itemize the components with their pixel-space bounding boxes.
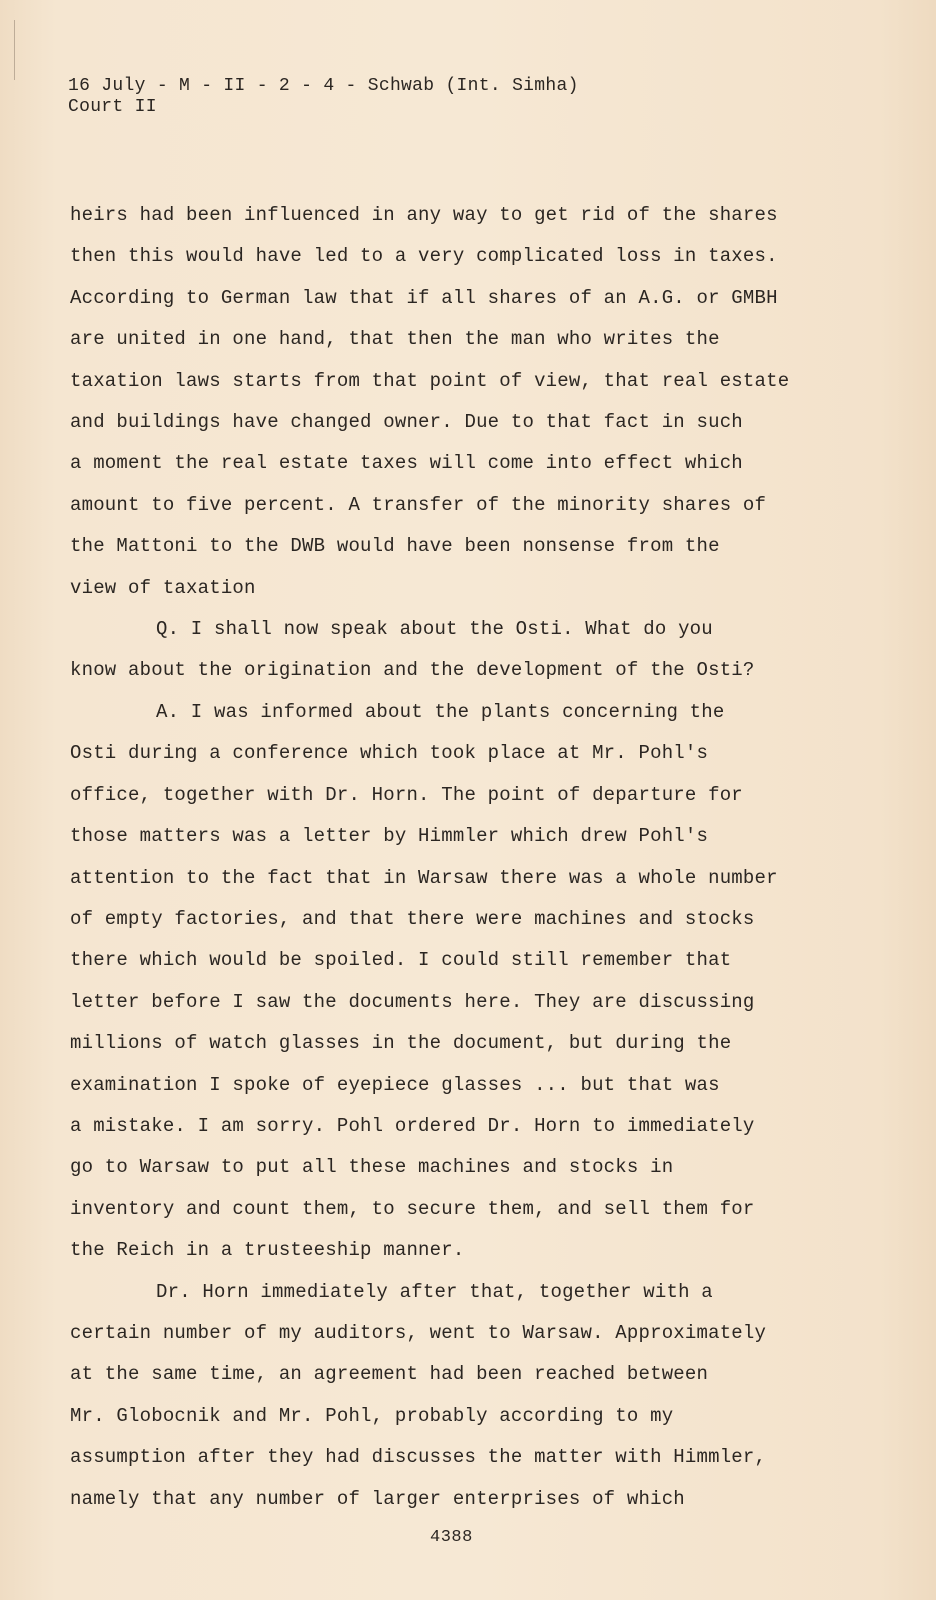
question-line: Q. I shall now speak about the Osti. What do you: [156, 618, 713, 641]
text-line: millions of watch glasses in the document, but during the: [70, 1032, 732, 1055]
text-line: certain number of my auditors, went to Warsaw. Approximately: [70, 1321, 767, 1344]
text-line: office, together with Dr. Horn. The point of departure for: [70, 783, 743, 806]
answer-line: A. I was informed about the plants concerning the: [156, 700, 725, 723]
transcript-body: [70, 195, 850, 1520]
text-line: at the same time, an agreement had been reached between: [70, 1363, 709, 1386]
text-line: attention to the fact that in Warsaw there was a whole number: [70, 866, 778, 889]
text-line: heirs had been influenced in any way to get rid of the shares: [70, 204, 778, 226]
text-line: Mr. Globocnik and Mr. Pohl, probably according to my: [70, 1404, 674, 1427]
text-line: view of taxation: [70, 576, 256, 599]
page-number: 4388: [430, 1528, 473, 1547]
text-line: a moment the real estate taxes will come into effect which: [70, 452, 743, 475]
text-line: namely that any number of larger enterprises of which: [70, 1487, 685, 1510]
text-line: know about the origination and the development of the Osti?: [70, 659, 755, 682]
text-line: the Mattoni to the DWB would have been nonsense from the: [70, 535, 720, 558]
text-line: Osti during a conference which took place at Mr. Pohl's: [70, 742, 709, 765]
text-line: taxation laws starts from that point of view, that real estate: [70, 369, 790, 392]
header-court-line: Court II: [68, 97, 157, 117]
text-line: go to Warsaw to put all these machines and stocks in: [70, 1156, 674, 1179]
text-line: there which would be spoiled. I could still remember that: [70, 949, 732, 972]
text-line: the Reich in a trusteeship manner.: [70, 1239, 465, 1262]
text-line: letter before I saw the documents here. They are discussing: [70, 990, 755, 1013]
page-edge-mark: [14, 20, 15, 80]
text-line: then this would have led to a very complicated loss in taxes.: [70, 245, 778, 268]
header-session-line: 16 July - M - II - 2 - 4 - Schwab (Int. Simha): [68, 76, 579, 96]
text-line: of empty factories, and that there were machines and stocks: [70, 907, 755, 930]
text-line: and buildings have changed owner. Due to that fact in such: [70, 411, 743, 434]
text-line: assumption after they had discusses the matter with Himmler,: [70, 1446, 767, 1469]
text-line: those matters was a letter by Himmler which drew Pohl's: [70, 825, 709, 848]
text-line: amount to five percent. A transfer of the minority shares of: [70, 493, 767, 516]
text-line: are united in one hand, that then the man who writes the: [70, 328, 720, 351]
text-line: inventory and count them, to secure them, and sell them for: [70, 1197, 755, 1220]
text-line: a mistake. I am sorry. Pohl ordered Dr. Horn to immediately: [70, 1114, 755, 1137]
paragraph-start-line: Dr. Horn immediately after that, together with a: [156, 1280, 713, 1303]
text-line: According to German law that if all shares of an A.G. or GMBH: [70, 286, 778, 309]
text-line: examination I spoke of eyepiece glasses ... but that was: [70, 1073, 720, 1096]
transcript-header: [68, 76, 579, 118]
